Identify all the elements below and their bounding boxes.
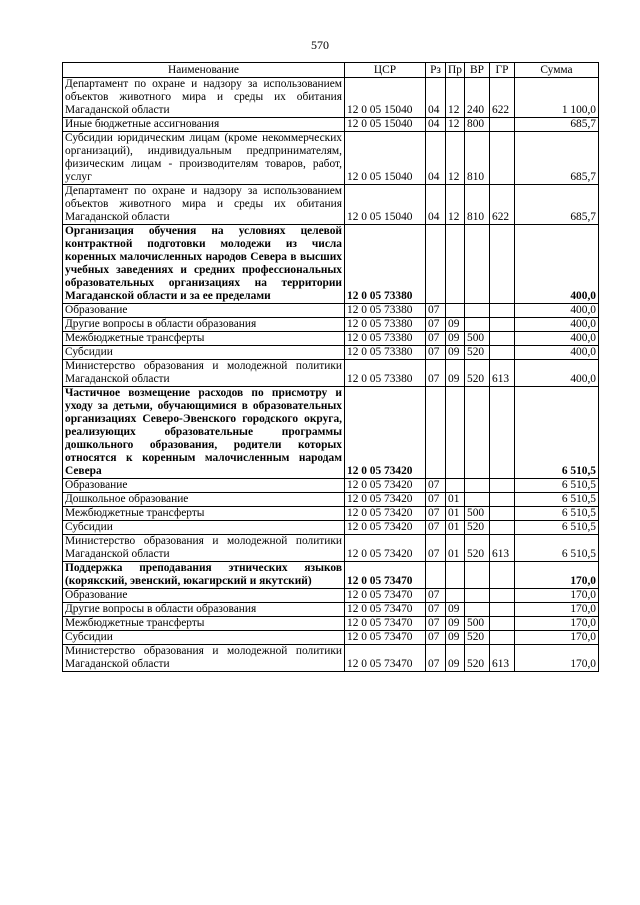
cell-csr: 12 0 05 73420 — [345, 507, 426, 521]
cell-vr: 240 — [465, 78, 490, 118]
cell-name: Министерство образования и молодежной политики Магаданской области — [63, 360, 345, 387]
table-row — [63, 645, 599, 672]
cell-name: Поддержка преподавания этнических языков (корякский, эвенский, юкагирский и якутский) — [63, 562, 345, 589]
cell-rz: 07 — [426, 332, 446, 346]
cell-sum: 170,0 — [515, 645, 599, 672]
cell-sum: 170,0 — [515, 589, 599, 603]
cell-gr — [490, 631, 515, 645]
cell-gr — [490, 479, 515, 493]
cell-gr — [490, 493, 515, 507]
cell-sum: 400,0 — [515, 346, 599, 360]
cell-csr: 12 0 05 73470 — [345, 631, 426, 645]
cell-sum: 6 510,5 — [515, 535, 599, 562]
table-row — [63, 617, 599, 631]
cell-csr: 12 0 05 73470 — [345, 603, 426, 617]
cell-rz: 07 — [426, 631, 446, 645]
table-row — [63, 346, 599, 360]
cell-pr: 09 — [446, 360, 465, 387]
cell-name: Межбюджетные трансферты — [63, 507, 345, 521]
cell-csr: 12 0 05 15040 — [345, 185, 426, 225]
cell-csr: 12 0 05 73380 — [345, 346, 426, 360]
table-row — [63, 631, 599, 645]
cell-csr: 12 0 05 73420 — [345, 535, 426, 562]
cell-rz: 07 — [426, 346, 446, 360]
cell-vr: 520 — [465, 631, 490, 645]
table-row — [63, 479, 599, 493]
header-rz: Рз — [426, 63, 446, 78]
cell-vr: 800 — [465, 118, 490, 132]
cell-name: Образование — [63, 589, 345, 603]
cell-csr: 12 0 05 73470 — [345, 617, 426, 631]
cell-csr: 12 0 05 73420 — [345, 493, 426, 507]
cell-gr — [490, 225, 515, 304]
cell-vr — [465, 304, 490, 318]
cell-name: Другие вопросы в области образования — [63, 603, 345, 617]
cell-name: Межбюджетные трансферты — [63, 332, 345, 346]
cell-name: Дошкольное образование — [63, 493, 345, 507]
cell-vr — [465, 387, 490, 479]
cell-csr: 12 0 05 15040 — [345, 118, 426, 132]
header-gr: ГР — [490, 63, 515, 78]
budget-table — [62, 62, 599, 672]
cell-name: Департамент по охране и надзору за использованием объектов животного мира и среды их обитания Магаданской области — [63, 78, 345, 118]
cell-sum: 170,0 — [515, 617, 599, 631]
cell-csr: 12 0 05 73420 — [345, 387, 426, 479]
page-number: 570 — [311, 38, 329, 52]
cell-pr: 09 — [446, 631, 465, 645]
cell-vr: 810 — [465, 132, 490, 185]
cell-gr — [490, 521, 515, 535]
cell-gr: 622 — [490, 185, 515, 225]
cell-gr — [490, 346, 515, 360]
header-name: Наименование — [63, 63, 345, 78]
cell-sum: 400,0 — [515, 318, 599, 332]
cell-pr: 12 — [446, 78, 465, 118]
cell-rz: 07 — [426, 617, 446, 631]
cell-pr: 09 — [446, 617, 465, 631]
header-vr: ВР — [465, 63, 490, 78]
cell-sum: 170,0 — [515, 631, 599, 645]
cell-name: Субсидии юридическим лицам (кроме некоммерческих организаций), индивидуальным предпринимателям, физическим лицам - производителям товаров, работ, услуг — [63, 132, 345, 185]
cell-vr: 500 — [465, 617, 490, 631]
cell-pr: 09 — [446, 318, 465, 332]
cell-rz: 07 — [426, 318, 446, 332]
cell-rz: 07 — [426, 589, 446, 603]
cell-sum: 6 510,5 — [515, 493, 599, 507]
table-row — [63, 535, 599, 562]
cell-sum: 400,0 — [515, 304, 599, 318]
cell-sum: 400,0 — [515, 360, 599, 387]
cell-rz: 04 — [426, 118, 446, 132]
cell-pr: 12 — [446, 185, 465, 225]
cell-vr — [465, 479, 490, 493]
cell-rz: 07 — [426, 479, 446, 493]
cell-name: Межбюджетные трансферты — [63, 617, 345, 631]
cell-gr — [490, 132, 515, 185]
cell-pr — [446, 479, 465, 493]
cell-name: Министерство образования и молодежной политики Магаданской области — [63, 645, 345, 672]
cell-sum: 685,7 — [515, 118, 599, 132]
table-row — [63, 132, 599, 185]
table-row — [63, 318, 599, 332]
cell-csr: 12 0 05 73470 — [345, 645, 426, 672]
cell-pr: 01 — [446, 535, 465, 562]
header-sum: Сумма — [515, 63, 599, 78]
table-row — [63, 562, 599, 589]
cell-name: Образование — [63, 479, 345, 493]
table-body — [63, 78, 599, 672]
cell-vr — [465, 225, 490, 304]
cell-vr: 500 — [465, 332, 490, 346]
table-row — [63, 521, 599, 535]
cell-gr — [490, 617, 515, 631]
table-row — [63, 225, 599, 304]
cell-name: Организация обучения на условиях целевой контрактной подготовки молодежи из числа коренных малочисленных народов Севера в высших учебных заведениях и средних профессиональных образовательных организациях на территории Магаданской области и за ее пределами — [63, 225, 345, 304]
cell-rz: 07 — [426, 645, 446, 672]
cell-csr: 12 0 05 73420 — [345, 479, 426, 493]
cell-gr — [490, 562, 515, 589]
cell-gr — [490, 304, 515, 318]
cell-gr — [490, 118, 515, 132]
cell-name: Частичное возмещение расходов по присмотру и уходу за детьми, обучающимися в образовательных организациях Северо-Эвенского городского округа, реализующих образовательные программы дошкольного образования, родители которых относятся к коренным малочисленным народам Севера — [63, 387, 345, 479]
cell-sum: 6 510,5 — [515, 479, 599, 493]
cell-sum: 400,0 — [515, 332, 599, 346]
cell-rz: 07 — [426, 507, 446, 521]
cell-sum: 685,7 — [515, 132, 599, 185]
table-row — [63, 360, 599, 387]
cell-name: Другие вопросы в области образования — [63, 318, 345, 332]
cell-name: Департамент по охране и надзору за использованием объектов животного мира и среды их обитания Магаданской области — [63, 185, 345, 225]
cell-pr: 01 — [446, 507, 465, 521]
cell-pr: 01 — [446, 521, 465, 535]
cell-vr: 520 — [465, 535, 490, 562]
table-row — [63, 493, 599, 507]
table-row — [63, 589, 599, 603]
cell-pr: 09 — [446, 603, 465, 617]
table-row — [63, 304, 599, 318]
cell-gr — [490, 603, 515, 617]
cell-gr — [490, 318, 515, 332]
cell-vr: 520 — [465, 346, 490, 360]
cell-csr: 12 0 05 73380 — [345, 318, 426, 332]
header-pr: Пр — [446, 63, 465, 78]
cell-gr — [490, 589, 515, 603]
cell-sum: 6 510,5 — [515, 507, 599, 521]
cell-sum: 170,0 — [515, 562, 599, 589]
table-row — [63, 332, 599, 346]
cell-vr — [465, 318, 490, 332]
cell-csr: 12 0 05 73470 — [345, 589, 426, 603]
table-row — [63, 507, 599, 521]
cell-csr: 12 0 05 15040 — [345, 132, 426, 185]
cell-sum: 6 510,5 — [515, 521, 599, 535]
table-row — [63, 185, 599, 225]
cell-pr — [446, 225, 465, 304]
table-row — [63, 387, 599, 479]
cell-pr: 12 — [446, 132, 465, 185]
cell-pr: 09 — [446, 332, 465, 346]
table-row — [63, 118, 599, 132]
cell-rz — [426, 562, 446, 589]
cell-pr: 01 — [446, 493, 465, 507]
cell-csr: 12 0 05 73380 — [345, 360, 426, 387]
cell-csr: 12 0 05 15040 — [345, 78, 426, 118]
cell-rz: 07 — [426, 493, 446, 507]
cell-pr — [446, 562, 465, 589]
cell-pr: 09 — [446, 346, 465, 360]
cell-pr — [446, 589, 465, 603]
cell-name: Иные бюджетные ассигнования — [63, 118, 345, 132]
cell-pr: 12 — [446, 118, 465, 132]
cell-name: Субсидии — [63, 631, 345, 645]
cell-rz: 07 — [426, 521, 446, 535]
cell-vr: 520 — [465, 645, 490, 672]
cell-sum: 1 100,0 — [515, 78, 599, 118]
table-row — [63, 78, 599, 118]
cell-rz: 07 — [426, 360, 446, 387]
cell-csr: 12 0 05 73420 — [345, 521, 426, 535]
cell-gr: 613 — [490, 645, 515, 672]
cell-vr: 500 — [465, 507, 490, 521]
cell-pr — [446, 387, 465, 479]
cell-vr: 520 — [465, 521, 490, 535]
cell-gr — [490, 507, 515, 521]
cell-csr: 12 0 05 73380 — [345, 225, 426, 304]
cell-gr — [490, 332, 515, 346]
cell-vr — [465, 603, 490, 617]
cell-name: Субсидии — [63, 521, 345, 535]
cell-gr: 613 — [490, 535, 515, 562]
cell-name: Министерство образования и молодежной политики Магаданской области — [63, 535, 345, 562]
cell-rz: 07 — [426, 304, 446, 318]
cell-gr: 613 — [490, 360, 515, 387]
cell-csr: 12 0 05 73380 — [345, 332, 426, 346]
cell-rz: 04 — [426, 78, 446, 118]
header-csr: ЦСР — [345, 63, 426, 78]
cell-sum: 400,0 — [515, 225, 599, 304]
cell-vr: 520 — [465, 360, 490, 387]
cell-vr — [465, 493, 490, 507]
cell-rz: 04 — [426, 185, 446, 225]
cell-pr: 09 — [446, 645, 465, 672]
cell-rz: 07 — [426, 535, 446, 562]
cell-sum: 170,0 — [515, 603, 599, 617]
cell-rz — [426, 387, 446, 479]
table-header — [63, 63, 599, 78]
cell-sum: 6 510,5 — [515, 387, 599, 479]
cell-csr: 12 0 05 73380 — [345, 304, 426, 318]
cell-rz — [426, 225, 446, 304]
table-row — [63, 603, 599, 617]
cell-vr — [465, 562, 490, 589]
cell-sum: 685,7 — [515, 185, 599, 225]
cell-name: Образование — [63, 304, 345, 318]
cell-name: Субсидии — [63, 346, 345, 360]
cell-rz: 04 — [426, 132, 446, 185]
cell-pr — [446, 304, 465, 318]
cell-csr: 12 0 05 73470 — [345, 562, 426, 589]
cell-gr: 622 — [490, 78, 515, 118]
cell-vr: 810 — [465, 185, 490, 225]
cell-gr — [490, 387, 515, 479]
cell-vr — [465, 589, 490, 603]
cell-rz: 07 — [426, 603, 446, 617]
